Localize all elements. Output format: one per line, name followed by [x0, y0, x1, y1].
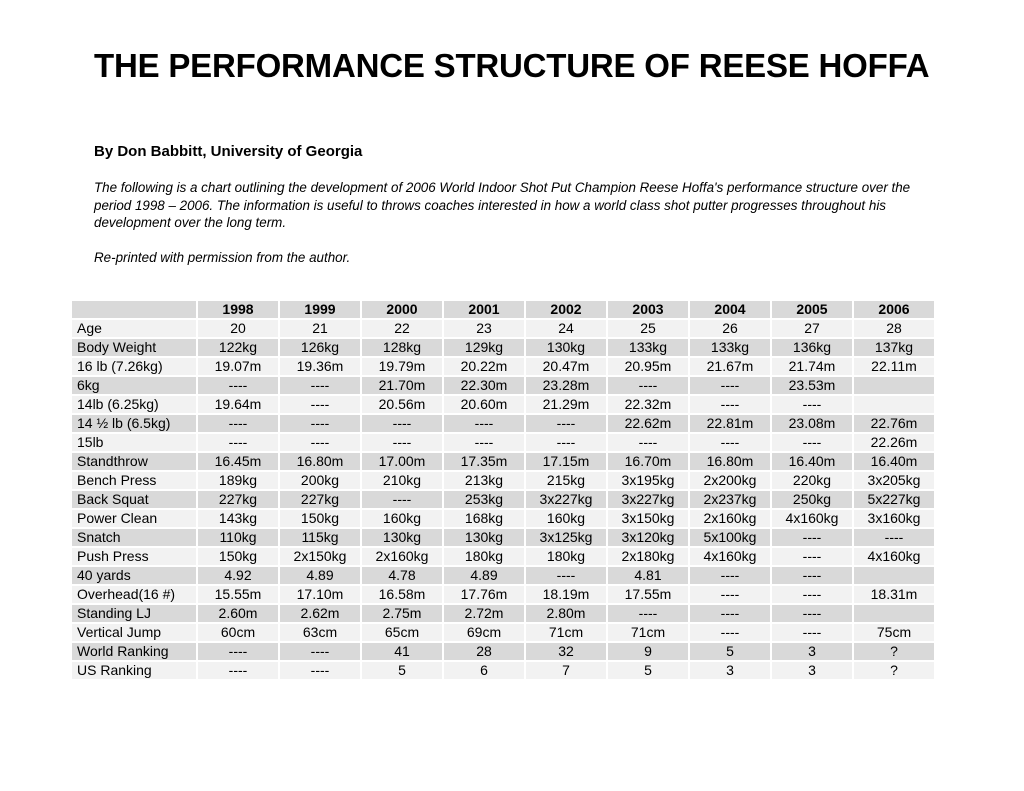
table-cell: ---- [772, 567, 852, 584]
table-cell: 28 [854, 320, 934, 337]
table-cell: ---- [444, 415, 524, 432]
table-cell: ---- [772, 605, 852, 622]
table-cell: 2x150kg [280, 548, 360, 565]
table-cell: 2.72m [444, 605, 524, 622]
table-row [72, 529, 934, 546]
row-label: 6kg [72, 377, 196, 394]
row-label: Bench Press [72, 472, 196, 489]
permission-note: Re-printed with permission from the author. [94, 250, 351, 265]
table-cell: 137kg [854, 339, 934, 356]
row-label: 15lb [72, 434, 196, 451]
table-cell: 15.55m [198, 586, 278, 603]
year-header: 2002 [526, 301, 606, 318]
table-cell: 20.60m [444, 396, 524, 413]
table-cell: ---- [526, 434, 606, 451]
table-cell: 129kg [444, 339, 524, 356]
table-cell: 4.89 [444, 567, 524, 584]
table-cell: 19.64m [198, 396, 278, 413]
table-cell: ---- [362, 434, 442, 451]
performance-table [70, 299, 936, 681]
table-cell: 27 [772, 320, 852, 337]
table-cell: 22.11m [854, 358, 934, 375]
table-cell: 150kg [198, 548, 278, 565]
intro-paragraph: The following is a chart outlining the development of 2006 World Indoor Shot Put Champion Reese Hoffa's performance structure over the period 1998 – 2006. The information is useful to throws coaches interested in how a world class shot putter progresses throughout his development over the long term. [94, 180, 911, 230]
table-cell: ---- [608, 605, 688, 622]
table-cell: ---- [772, 624, 852, 641]
row-label: 16 lb (7.26kg) [72, 358, 196, 375]
year-header: 2004 [690, 301, 770, 318]
table-cell: ---- [690, 396, 770, 413]
table-cell: ---- [198, 434, 278, 451]
table-cell: 160kg [526, 510, 606, 527]
byline: By Don Babbitt, University of Georgia [94, 143, 363, 160]
row-label: US Ranking [72, 662, 196, 679]
table-cell: 3x160kg [854, 510, 934, 527]
table-cell: 130kg [362, 529, 442, 546]
table-corner-cell [72, 301, 196, 318]
table-cell: 20 [198, 320, 278, 337]
table-cell: 2.62m [280, 605, 360, 622]
table-cell: 3x227kg [526, 491, 606, 508]
table-cell: ? [854, 643, 934, 660]
row-label: Standthrow [72, 453, 196, 470]
table-cell: 21.67m [690, 358, 770, 375]
row-label: Vertical Jump [72, 624, 196, 641]
table-cell: 3x195kg [608, 472, 688, 489]
table-row [72, 605, 934, 622]
table-cell: 122kg [198, 339, 278, 356]
table-cell: 22.26m [854, 434, 934, 451]
year-header: 2005 [772, 301, 852, 318]
table-cell: 20.22m [444, 358, 524, 375]
table-row [72, 377, 934, 394]
row-label: Age [72, 320, 196, 337]
table-cell: 60cm [198, 624, 278, 641]
table-cell: 24 [526, 320, 606, 337]
table-cell: 23 [444, 320, 524, 337]
table-cell: 16.80m [280, 453, 360, 470]
table-cell: 18.31m [854, 586, 934, 603]
row-label: Power Clean [72, 510, 196, 527]
table-cell: 5 [690, 643, 770, 660]
table-cell: 2.60m [198, 605, 278, 622]
table-cell: 160kg [362, 510, 442, 527]
table-cell [854, 567, 934, 584]
table-row [72, 415, 934, 432]
table-cell: 4x160kg [854, 548, 934, 565]
table-cell: 6 [444, 662, 524, 679]
table-cell: 5 [608, 662, 688, 679]
table-cell: 17.00m [362, 453, 442, 470]
table-cell: 22.30m [444, 377, 524, 394]
table-cell: 16.45m [198, 453, 278, 470]
table-cell: 168kg [444, 510, 524, 527]
table-row [72, 567, 934, 584]
table-cell: 7 [526, 662, 606, 679]
row-label: Standing LJ [72, 605, 196, 622]
table-cell: 220kg [772, 472, 852, 489]
table-cell: 2.75m [362, 605, 442, 622]
table-cell: 213kg [444, 472, 524, 489]
table-row [72, 491, 934, 508]
table-cell: 2x180kg [608, 548, 688, 565]
table-cell: 210kg [362, 472, 442, 489]
table-cell: ---- [362, 415, 442, 432]
table-cell: 128kg [362, 339, 442, 356]
table-cell: 150kg [280, 510, 360, 527]
table-cell: 69cm [444, 624, 524, 641]
table-cell: 21.29m [526, 396, 606, 413]
table-cell: ---- [690, 567, 770, 584]
table-cell [854, 377, 934, 394]
table-cell: 23.08m [772, 415, 852, 432]
table-cell: 4.78 [362, 567, 442, 584]
table-cell: 22.76m [854, 415, 934, 432]
table-cell: ---- [690, 605, 770, 622]
year-header: 1999 [280, 301, 360, 318]
table-cell: 17.35m [444, 453, 524, 470]
table-cell: 3x227kg [608, 491, 688, 508]
row-label: Snatch [72, 529, 196, 546]
table-cell: 3 [690, 662, 770, 679]
table-cell: 16.40m [854, 453, 934, 470]
table-cell: 5x100kg [690, 529, 770, 546]
table-cell: ? [854, 662, 934, 679]
table-cell: 133kg [690, 339, 770, 356]
row-label: Overhead(16 #) [72, 586, 196, 603]
table-cell [854, 605, 934, 622]
table-cell: 5 [362, 662, 442, 679]
table-cell: ---- [772, 529, 852, 546]
table-cell: 19.79m [362, 358, 442, 375]
table-cell: 3x125kg [526, 529, 606, 546]
table-cell: ---- [444, 434, 524, 451]
table-cell: 3 [772, 643, 852, 660]
table-cell: 253kg [444, 491, 524, 508]
table-cell: 16.70m [608, 453, 688, 470]
table-row [72, 434, 934, 451]
table-cell: 3x150kg [608, 510, 688, 527]
table-cell: 133kg [608, 339, 688, 356]
row-label: Push Press [72, 548, 196, 565]
table-cell: 71cm [526, 624, 606, 641]
table-cell: 18.19m [526, 586, 606, 603]
table-cell: ---- [198, 415, 278, 432]
table-cell: 110kg [198, 529, 278, 546]
table-cell: ---- [608, 434, 688, 451]
table-cell: 180kg [444, 548, 524, 565]
table-cell: ---- [280, 662, 360, 679]
table-cell: ---- [608, 377, 688, 394]
table-row [72, 396, 934, 413]
table-cell: 227kg [280, 491, 360, 508]
row-label: Body Weight [72, 339, 196, 356]
table-cell: 63cm [280, 624, 360, 641]
table-cell: 75cm [854, 624, 934, 641]
table-row [72, 510, 934, 527]
table-cell: 26 [690, 320, 770, 337]
year-header: 2003 [608, 301, 688, 318]
table-cell: 21.74m [772, 358, 852, 375]
table-body [72, 320, 934, 679]
table-row [72, 339, 934, 356]
table-row [72, 358, 934, 375]
table-cell: 2.80m [526, 605, 606, 622]
table-cell: 143kg [198, 510, 278, 527]
table-cell: ---- [854, 529, 934, 546]
table-cell: ---- [526, 415, 606, 432]
row-label: 14lb (6.25kg) [72, 396, 196, 413]
table-cell: 136kg [772, 339, 852, 356]
row-label: 14 ½ lb (6.5kg) [72, 415, 196, 432]
table-cell: 215kg [526, 472, 606, 489]
row-label: 40 yards [72, 567, 196, 584]
table-cell: ---- [280, 415, 360, 432]
table-cell: ---- [198, 662, 278, 679]
table-cell: ---- [690, 434, 770, 451]
table-cell: 4.81 [608, 567, 688, 584]
table-cell: 19.07m [198, 358, 278, 375]
table-cell: 71cm [608, 624, 688, 641]
table-cell: 4.92 [198, 567, 278, 584]
year-header: 1998 [198, 301, 278, 318]
table-cell: 41 [362, 643, 442, 660]
table-cell: 4x160kg [772, 510, 852, 527]
table-cell: 180kg [526, 548, 606, 565]
year-header: 2006 [854, 301, 934, 318]
page-title: THE PERFORMANCE STRUCTURE OF REESE HOFFA [94, 47, 930, 84]
table-cell: ---- [198, 377, 278, 394]
table-cell: 65cm [362, 624, 442, 641]
table-cell: ---- [772, 396, 852, 413]
table-cell: 227kg [198, 491, 278, 508]
table-cell: 20.56m [362, 396, 442, 413]
table-cell: 16.80m [690, 453, 770, 470]
table-row [72, 548, 934, 565]
table-cell: 250kg [772, 491, 852, 508]
table-row [72, 662, 934, 679]
year-header: 2001 [444, 301, 524, 318]
table-cell: 23.53m [772, 377, 852, 394]
table-cell: ---- [280, 643, 360, 660]
table-cell: 4.89 [280, 567, 360, 584]
table-row [72, 624, 934, 641]
table-cell: 17.76m [444, 586, 524, 603]
row-label: World Ranking [72, 643, 196, 660]
table-cell: 4x160kg [690, 548, 770, 565]
table-cell: 115kg [280, 529, 360, 546]
table-cell [854, 396, 934, 413]
table-row [72, 320, 934, 337]
table-cell: 22.62m [608, 415, 688, 432]
table-cell: 17.15m [526, 453, 606, 470]
table-cell: 25 [608, 320, 688, 337]
table-cell: 2x200kg [690, 472, 770, 489]
table-row [72, 453, 934, 470]
table-cell: 3x205kg [854, 472, 934, 489]
table-cell: 130kg [444, 529, 524, 546]
table-cell: 200kg [280, 472, 360, 489]
table-cell: ---- [690, 624, 770, 641]
table-cell: ---- [198, 643, 278, 660]
table-cell: 23.28m [526, 377, 606, 394]
table-cell: 17.55m [608, 586, 688, 603]
table-cell: 126kg [280, 339, 360, 356]
table-cell: 5x227kg [854, 491, 934, 508]
table-cell: ---- [772, 434, 852, 451]
table-cell: 28 [444, 643, 524, 660]
table-cell: 22 [362, 320, 442, 337]
table-cell: 9 [608, 643, 688, 660]
table-row [72, 472, 934, 489]
table-cell: 3 [772, 662, 852, 679]
table-cell: ---- [690, 377, 770, 394]
table-cell: 20.47m [526, 358, 606, 375]
table-cell: ---- [772, 548, 852, 565]
table-cell: 3x120kg [608, 529, 688, 546]
table-cell: ---- [362, 491, 442, 508]
table-cell: ---- [690, 586, 770, 603]
table-cell: 16.58m [362, 586, 442, 603]
table-cell: 16.40m [772, 453, 852, 470]
table-cell: 20.95m [608, 358, 688, 375]
table-cell: 189kg [198, 472, 278, 489]
table-cell: 19.36m [280, 358, 360, 375]
table-header-row [72, 301, 934, 318]
table-cell: 21.70m [362, 377, 442, 394]
table-cell: 17.10m [280, 586, 360, 603]
table-cell: 130kg [526, 339, 606, 356]
table-cell: ---- [280, 377, 360, 394]
table-cell: ---- [526, 567, 606, 584]
table-cell: 2x237kg [690, 491, 770, 508]
table-cell: 22.32m [608, 396, 688, 413]
table-cell: ---- [280, 396, 360, 413]
table-cell: 32 [526, 643, 606, 660]
table-cell: 22.81m [690, 415, 770, 432]
table-cell: 2x160kg [690, 510, 770, 527]
table-cell: 21 [280, 320, 360, 337]
table-cell: ---- [280, 434, 360, 451]
table-cell: ---- [772, 586, 852, 603]
table-row [72, 643, 934, 660]
table-cell: 2x160kg [362, 548, 442, 565]
table-row [72, 586, 934, 603]
row-label: Back Squat [72, 491, 196, 508]
year-header: 2000 [362, 301, 442, 318]
